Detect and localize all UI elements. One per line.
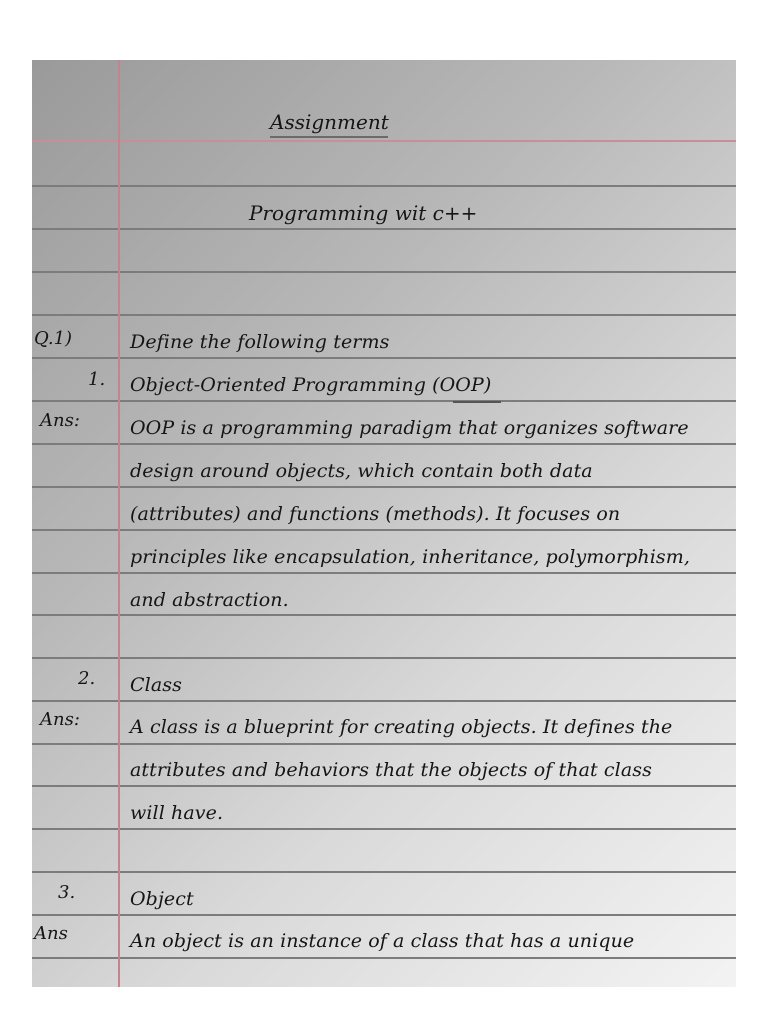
ruled-line — [32, 271, 736, 273]
ruled-line — [32, 871, 736, 873]
question-prompt: Define the following terms — [130, 331, 390, 353]
ruled-line — [32, 743, 736, 745]
term-underline — [453, 401, 501, 403]
header-rule — [32, 140, 736, 142]
title-underline — [270, 136, 388, 138]
item-term: Object-Oriented Programming (OOP) — [130, 374, 492, 396]
page-subtitle: Programming wit c++ — [249, 201, 478, 225]
answer-line: will have. — [130, 802, 224, 824]
item-term: Class — [130, 674, 182, 696]
ruled-line — [32, 443, 736, 445]
answer-label: Ans: — [40, 410, 80, 431]
ruled-line — [32, 486, 736, 488]
ruled-line — [32, 785, 736, 787]
ruled-line — [32, 185, 736, 187]
margin-line — [118, 60, 120, 987]
ruled-line — [32, 700, 736, 702]
ruled-line — [32, 529, 736, 531]
answer-line: OOP is a programming paradigm that organizes software — [130, 417, 689, 439]
item-number: 2. — [78, 668, 96, 689]
item-number: 3. — [58, 882, 76, 903]
ruled-line — [32, 400, 736, 402]
page-title: Assignment — [270, 110, 389, 134]
ruled-line — [32, 228, 736, 230]
answer-line: (attributes) and functions (methods). It focuses on — [130, 503, 621, 525]
answer-line: attributes and behaviors that the objects of that class — [130, 759, 652, 781]
ruled-line — [32, 357, 736, 359]
answer-label: Ans — [34, 923, 68, 944]
answer-line: and abstraction. — [130, 589, 289, 611]
answer-line: design around objects, which contain both data — [130, 460, 593, 482]
ruled-line — [32, 572, 736, 574]
ruled-line — [32, 828, 736, 830]
ruled-line — [32, 614, 736, 616]
answer-label: Ans: — [40, 709, 80, 730]
ruled-line — [32, 914, 736, 916]
item-term: Object — [130, 888, 194, 910]
answer-line: principles like encapsulation, inheritance, polymorphism, — [130, 546, 691, 568]
ruled-line — [32, 657, 736, 659]
answer-line: An object is an instance of a class that has a unique — [130, 930, 635, 952]
notebook-page — [32, 60, 736, 987]
item-number: 1. — [88, 369, 106, 390]
ruled-line — [32, 957, 736, 959]
question-number: Q.1) — [34, 328, 73, 349]
ruled-line — [32, 314, 736, 316]
answer-line: A class is a blueprint for creating objects. It defines the — [130, 716, 673, 738]
